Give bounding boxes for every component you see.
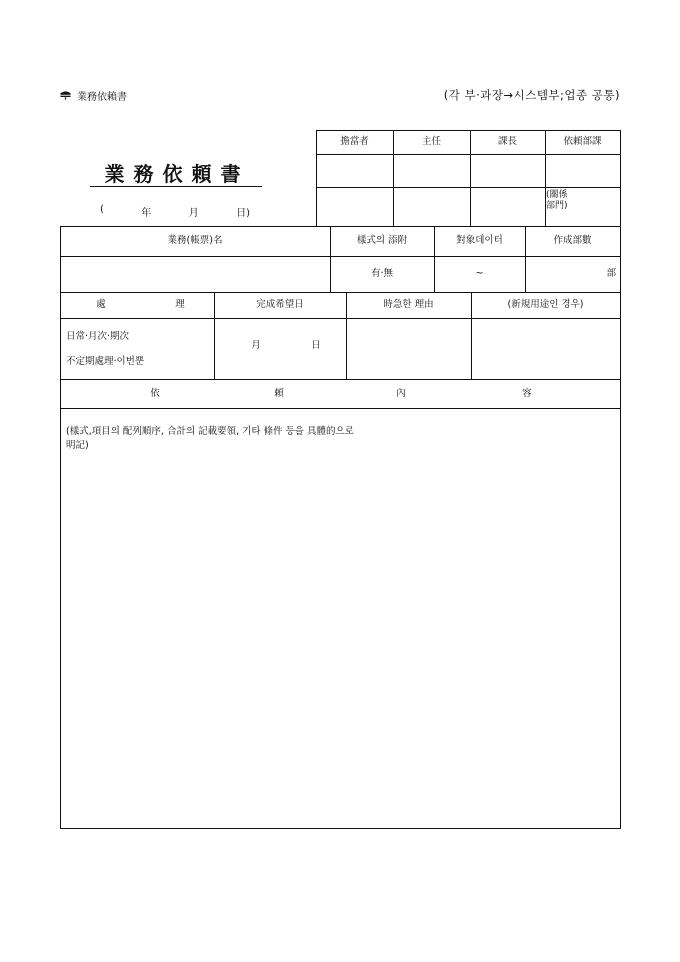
completion-day-label: 日 — [311, 340, 321, 352]
approval-sign-requesting-dept[interactable] — [545, 154, 620, 187]
copies-field[interactable]: 部 — [606, 268, 616, 280]
urgency-reason-header: 時急한 理由 — [383, 299, 434, 311]
company-logo-icon — [60, 90, 71, 101]
completion-month-label: 月 — [251, 340, 261, 352]
attachment-yes-no-field[interactable]: 有·無 — [370, 268, 394, 280]
date-open-paren: ( — [100, 204, 104, 215]
request-content-header-char-1: 依 — [150, 387, 160, 399]
approval-header-requesting-dept: 依頼部課 — [563, 136, 602, 148]
new-use-case-field[interactable] — [471, 318, 620, 379]
processing-option-regular[interactable]: 日常·月次·期次 — [66, 331, 130, 343]
business-name-field[interactable] — [60, 256, 330, 292]
request-content-header-char-3: 內 — [396, 387, 406, 399]
desired-completion-date-header: 完成希望日 — [256, 299, 304, 311]
page-title: 業務依頼書 — [104, 162, 250, 186]
document-header-left — [60, 88, 127, 103]
processing-header-char-1: 處 — [96, 299, 106, 311]
business-name-header: 業務(帳票)名 — [167, 235, 223, 247]
header-form-name: 業務依賴書 — [77, 92, 127, 103]
target-data-header: 對象데이터 — [456, 235, 503, 247]
target-data-range-field[interactable]: ~ — [475, 268, 484, 280]
processing-option-irregular[interactable]: 不定期處理·이번뿐 — [66, 356, 145, 368]
title-underline — [90, 186, 262, 187]
request-content-area[interactable] — [61, 409, 620, 828]
approval-related-sign-2[interactable] — [393, 187, 470, 226]
request-content-header-char-4: 容 — [522, 387, 532, 399]
request-content-instructions: (樣式,項目의 配列順序, 合計의 記載要領, 기타 條件 등을 具體的으로 明記) — [66, 426, 354, 451]
approval-related-sign-1[interactable] — [316, 187, 393, 226]
urgency-reason-field[interactable] — [346, 318, 471, 379]
approval-header-manager: 課長 — [497, 136, 517, 148]
approval-sign-staff[interactable] — [316, 154, 393, 187]
approval-sign-manager[interactable] — [470, 154, 545, 187]
approval-header-staff: 擔當者 — [340, 136, 369, 148]
new-use-case-header: (新規用途인 경우) — [507, 299, 584, 311]
approval-sign-chief[interactable] — [393, 154, 470, 187]
request-content-header-char-2: 頼 — [274, 387, 284, 399]
header-distribution-note: (각 부·과장→시스템부;업종 공통) — [443, 88, 620, 102]
processing-header-char-2: 理 — [175, 299, 185, 311]
date-month-label: 月 — [188, 208, 199, 219]
related-dept-label: (關係 部門) — [546, 190, 568, 211]
date-day-label: 日) — [236, 208, 250, 219]
approval-related-sign-3[interactable] — [470, 187, 545, 226]
date-line — [100, 204, 250, 219]
approval-header-chief: 主任 — [421, 136, 441, 148]
copies-header: 作成部數 — [553, 235, 592, 247]
date-year-label: 年 — [141, 208, 152, 219]
form-attachment-header: 樣式의 添附 — [356, 235, 408, 247]
